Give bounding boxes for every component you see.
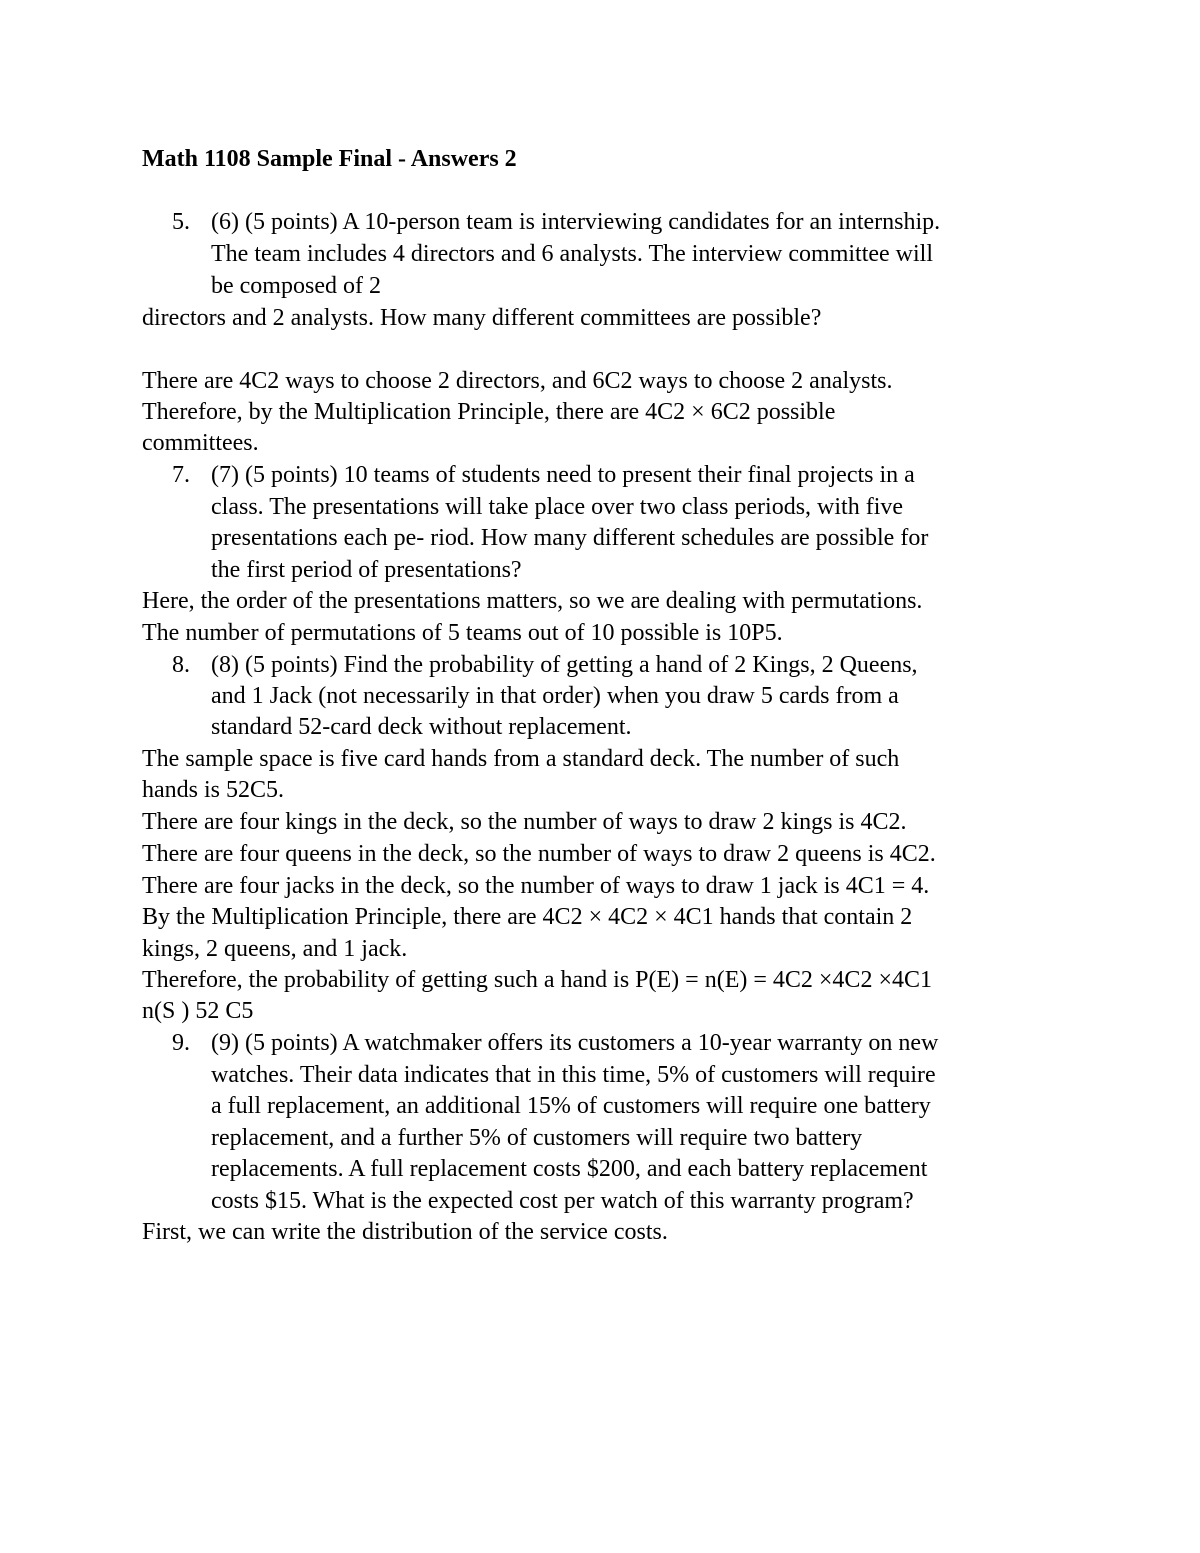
question-8-line-3: standard 52-card deck without replacement. bbox=[211, 714, 632, 740]
page-title: Math 1108 Sample Final - Answers 2 bbox=[142, 146, 517, 172]
question-7-line-3: presentations each pe- riod. How many different schedules are possible for bbox=[211, 525, 929, 551]
question-8-line-1: (8) (5 points) Find the probability of getting a hand of 2 Kings, 2 Queens, bbox=[211, 652, 918, 678]
question-5-continuation: directors and 2 analysts. How many different committees are possible? bbox=[142, 305, 822, 331]
answer-9-line-1: First, we can write the distribution of the service costs. bbox=[142, 1219, 668, 1245]
answer-8-line-4: There are four queens in the deck, so the number of ways to draw 2 queens is 4C2. bbox=[142, 841, 936, 867]
question-5-number: 5. bbox=[172, 209, 190, 235]
question-9-number: 9. bbox=[172, 1030, 190, 1056]
answer-8-line-9: n(S ) 52 C5 bbox=[142, 998, 254, 1024]
answer-5-line-3: committees. bbox=[142, 430, 259, 456]
answer-8-line-6: By the Multiplication Principle, there are 4C2 × 4C2 × 4C1 hands that contain 2 bbox=[142, 904, 913, 930]
question-7-line-2: class. The presentations will take place over two class periods, with five bbox=[211, 494, 904, 520]
question-5-line-3: be composed of 2 bbox=[211, 273, 381, 299]
question-7-line-4: the first period of presentations? bbox=[211, 557, 522, 583]
answer-7-line-2: The number of permutations of 5 teams out of 10 possible is 10P5. bbox=[142, 620, 783, 646]
answer-8-line-2: hands is 52C5. bbox=[142, 777, 285, 803]
answer-7-line-1: Here, the order of the presentations matters, so we are dealing with permutations. bbox=[142, 588, 923, 614]
question-5-line-2: The team includes 4 directors and 6 analysts. The interview committee will bbox=[211, 241, 934, 267]
question-7-line-1: (7) (5 points) 10 teams of students need to present their final projects in a bbox=[211, 462, 915, 488]
question-9-line-3: a full replacement, an additional 15% of customers will require one battery bbox=[211, 1093, 931, 1119]
question-5-line-1: (6) (5 points) A 10-person team is interviewing candidates for an internship. bbox=[211, 209, 941, 235]
answer-8-line-1: The sample space is five card hands from a standard deck. The number of such bbox=[142, 746, 900, 772]
question-8-line-2: and 1 Jack (not necessarily in that order) when you draw 5 cards from a bbox=[211, 683, 899, 709]
answer-5-line-1: There are 4C2 ways to choose 2 directors, and 6C2 ways to choose 2 analysts. bbox=[142, 368, 893, 394]
answer-8-line-8: Therefore, the probability of getting such a hand is P(E) = n(E) = 4C2 ×4C2 ×4C1 bbox=[142, 967, 932, 993]
answer-8-line-7: kings, 2 queens, and 1 jack. bbox=[142, 936, 408, 962]
question-9-line-1: (9) (5 points) A watchmaker offers its customers a 10-year warranty on new bbox=[211, 1030, 939, 1056]
answer-8-line-3: There are four kings in the deck, so the number of ways to draw 2 kings is 4C2. bbox=[142, 809, 907, 835]
question-9-line-5: replacements. A full replacement costs $200, and each battery replacement bbox=[211, 1156, 928, 1182]
question-7-number: 7. bbox=[172, 462, 190, 488]
answer-8-line-5: There are four jacks in the deck, so the number of ways to draw 1 jack is 4C1 = 4. bbox=[142, 873, 930, 899]
question-9-line-2: watches. Their data indicates that in this time, 5% of customers will require bbox=[211, 1062, 936, 1088]
question-8-number: 8. bbox=[172, 652, 190, 678]
answer-5-line-2: Therefore, by the Multiplication Principle, there are 4C2 × 6C2 possible bbox=[142, 399, 836, 425]
question-9-line-4: replacement, and a further 5% of customers will require two battery bbox=[211, 1125, 863, 1151]
question-9-line-6: costs $15. What is the expected cost per watch of this warranty program? bbox=[211, 1188, 914, 1214]
